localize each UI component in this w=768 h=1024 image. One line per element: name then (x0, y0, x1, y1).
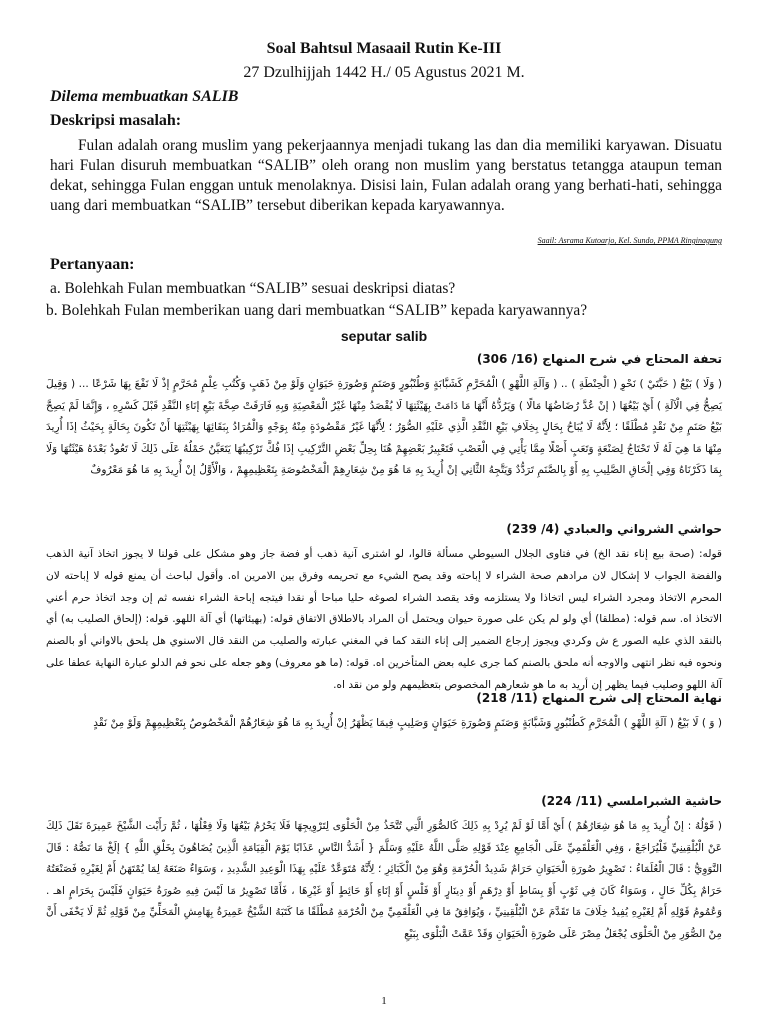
section-title: seputar salib (340, 328, 428, 344)
document-date: 27 Dzulhijjah 1442 H./ 05 Agustus 2021 M. (243, 64, 525, 81)
reference-source-4: حاشية الشبراملسي (11/ 224) (541, 794, 722, 808)
reference-text-2: قوله: (صحة بيع إناء نقد الخ) في فتاوى الجلال السيوطي مسألة قالوا، لو اشترى آنية ذهب أو فضة جاز وهو مشكل على قولنا لا يجوز اتخاذ آنية الذهب والفضة الجواب لا إشكال لان مرادهم صحة الشراء لا إباحته وقد يصح الشيء مع تحريمه وفرق بين الامرين اه. وأقول لباحث أن يمنع قوله لا إباحته لان المحرم الاتخاذ ومجرد الشراء ليس اتخاذا ولا يستلزمه وقد يقصد الشراء لصوغه حليا مباحا أو نقدا فيتجه إباحة الشراء نفسه ثم إن وجد اتخاذ حرم أعني الاتخاذ اه. سم قوله: (مطلقا) أي ولو لم يكن على صورة حيوان ويحتمل أن المراد بالاطلاق الاتفاق قوله: (بهيئاتها) أي آلة اللهو. قوله: (إلحاق الصليب به) أي بالنقد الذي عليه الصور ع ش وكردي ويجوز إرجاع الضمير إلى إناء النقد كما في المغني عبارته والصليب من النقد قال الاسنوي هل يلحق بالاواني أو بالصنم ونحوه فيه نظر انتهى والاوجه أنه ملحق بالصنم كما جرى عليه بعض المتأخرين اه. قوله: (ما هو معروف) وهو جعله على نحو فم الدلو عبارة النهاية عطفا على آلة اللهو وصليب فيما يظهر إن أريد به ما هو شعارهم المخصوص بتعظيمهم ولو من نقد اه. (46, 548, 722, 691)
question-a: a. Bolehkah Fulan membuatkan “SALIB” sesuai deskripsi diatas? (50, 280, 456, 297)
pertanyaan-label: Pertanyaan: (50, 256, 135, 273)
deskripsi-label: Deskripsi masalah: (50, 112, 182, 129)
page-number: 1 (381, 995, 387, 1007)
reference-text-1: ( وَلَا ) بَيْعُ ( حَبَّتَيْ ) نَحْوِ ( الْحِنْطَةِ ) .. ( وَآلَةِ اللَّهْوِ ) الْمُحَرَّمِ كَشَبَّابَةٍ وَطُنْبُورٍ وَصَنَمٍ وَصُورَةِ حَيَوَانٍ وَلَوْ مِنْ ذَهَبٍ وَكُتُبِ عِلْمٍ مُحَرَّمٍ إذْ لَا نَفْعَ بِهَا شَرْعًا ... ( وَقِيلَ يَصِحُّ فِي الْآلَةِ ) أَيْ بَيْعُهَا ( إنْ عُدَّ رُضَاضُهَا مَالًا ) وَيَرُدُّهُ أَنَّهَا مَا دَامَتْ بِهَيْئَتِهَا لَا يُقْصَدُ مِنْهَا غَيْرُ الْمَعْصِيَةِ وَبِهِ فَارَقَتْ صِحَّةَ بَيْعِ إنَاءِ النَّقْدِ قَبْلَ كَسْرِهِ ، وَإِنَّمَا لَمْ يَصِحَّ بَيْعُ صَنَمٍ مِنْ نَقْدٍ مُطْلَقًا ؛ لِأَنَّهُ لَا يُبَاحُ بِحَالٍ بِخِلَافِ بَيْعِ النَّقْدِ الَّذِي عَلَيْهِ الصُّوَرُ ؛ لِأَنَّهَا غَيْرُ مَقْصُودَةٍ مِنْهُ بِوَجْهٍ وَالْمُرَادُ بِبَقَائِهَا بِهَيْئَتِهَا أَنْ تَكُونَ بِحَالَةٍ بِحَيْثُ إذَا أُرِيدَ مِنْهَا مَا هِيَ لَهُ لَا تَحْتَاجُ لِصَنْعَةٍ وَتَعَبٍ أَصْلًا مِمَّا يَأْتِي فِي الْغَصْبِ فَتَعْبِيرُ بَعْضِهِمْ هُنَا بِحِلِّ بَعْضِ التَّرْكِيبِ إذَا فُكَّ تَرْكِيبُهَا يَتَعَيَّنُ حَمْلُهُ عَلَى ذَلِكَ لَا تَعُودُ بَعْدَهُ هَيْئَتُهَا وَلَا بِمَا ذَكَرْنَاهُ وَفِي إلْحَاقِ الصَّلِيبِ بِهِ أَوْ بِالصَّنَمِ تَرَدُّدٌ وَيَتَّجِهُ الثَّانِي إنْ أُرِيدَ بِهِ مَا هُوَ مِنْ شِعَارِهِمْ الْمَخْصُوصَةِ بِتَعْظِيمِهِمْ ، وَالْأَوَّلُ إنْ أُرِيدَ بِهِ مَا هُوَ مَعْرُوفٌ (46, 378, 722, 476)
reference-source-2: حواشي الشرواني والعبادي (4/ 239) (506, 522, 722, 536)
deskripsi-paragraph (50, 136, 722, 216)
question-b: b. Bolehkah Fulan memberikan uang dari membuatkan “SALIB” kepada karyawannya? (46, 302, 588, 319)
topic-heading: Dilema membuatkan SALIB (50, 88, 239, 105)
reference-source-1: تحفة المحتاج في شرح المنهاج (16/ 306) (476, 352, 722, 366)
reference-text-4: ( قَوْلُهُ : إنْ أُرِيدَ بِهِ مَا هُوَ شِعَارُهُمْ ) أَيْ أَمَّا لَوْ لَمْ يُرِدْ بِهِ ذَلِكَ كَالصُّوَرِ الَّتِي تُتَّخَذُ مِنْ الْحَلْوَى لِتَرْوِيجِهَا فَلَا يَحْرُمُ بَيْعُهَا وَلَا فِعْلُهَا ، ثُمَّ رَأَيْت الشَّيْخَ عَمِيرَةَ نَقَلَ ذَلِكَ عَنْ الْبُلْقِينِيِّ فَلْيُرَاجَعْ ، وَفِي الْعَلْقَمِيِّ عَلَى الْجَامِعِ عِنْدَ قَوْلِهِ صَلَّى اللَّهُ عَلَيْهِ وَسَلَّمَ { أَشَدُّ النَّاسِ عَذَابًا يَوْمَ الْقِيَامَةِ الَّذِينَ يُضَاهُونَ بِخَلْقِ اللَّهِ } إلَخْ مَا نَصُّهُ : قَالَ النَّوَوِيُّ : قَالَ الْعُلَمَاءُ : تَصْوِيرُ صُورَةِ الْحَيَوَانِ حَرَامٌ شَدِيدُ الْحُرْمَةِ وَهُوَ مِنْ الْكَبَائِرِ ؛ لِأَنَّهُ مُتَوَعَّدٌ عَلَيْهِ بِهَذَا الْوَعِيدِ الشَّدِيدِ ، وَسَوَاءٌ صَنَعَهُ لِمَا يُمْتَهَنُ أَمْ لِغَيْرِهِ فَصَنْعَتُهُ حَرَامٌ بِكُلِّ حَالٍ ، وَسَوَاءٌ كَانَ فِي ثَوْبٍ أَوْ بِسَاطٍ أَوْ دِرْهَمٍ أَوْ دِينَارٍ أَوْ فَلْسٍ أَوْ إنَاءٍ أَوْ حَائِطٍ أَوْ غَيْرِهَا ، فَأَمَّا تَصْوِيرُ مَا لَيْسَ فِيهِ صُورَةُ حَيَوَانٍ فَلَيْسَ بِحَرَامٍ اهـ . وَعُمُومُ قَوْلِهِ أَمْ لِغَيْرِهِ يُفِيدُ خِلَافَ مَا تَقَدَّمَ عَنْ الْبُلْقِينِيِّ ، وَيُوَافِقُ مَا فِي الْعَلْقَمِيِّ مِنْ الْحُرْمَةِ مُطْلَقًا مَا كَتَبَهُ الشَّيْخُ عَمِيرَةُ بِهَامِشِ الْمَحَلِّيِّ مِنْ قَوْلِهِ ثُمَّ لَا يَخْفَى أَنَّ مِنْ الصُّوَرِ مِنْ الْحَلْوَى يُجْعَلُ مِصْرَ عَلَى صُورَةِ الْحَيَوَانِ وَقَدْ عَمَّتْ الْبَلْوَى بِبَيْعِ (46, 820, 722, 940)
document-title: Soal Bahtsul Masaail Rutin Ke-III (266, 40, 502, 57)
saail-note: Saail: Asrama Kutoarjo, Kel. Sundo, PPMA Ringinagung (537, 236, 722, 245)
reference-text-3: ( وَ ) لَا بَيْعُ ( آلَةِ اللَّهْوِ ) الْمُحَرَّمِ كَطُنْبُورٍ وَشَبَّابَةٍ وَصَنَمٍ وَصُورَةِ حَيَوَانٍ وَصَلِيبٍ فِيمَا يَظْهَرُ إنْ أُرِيدَ بِهِ مَا هُوَ شِعَارُهُمْ الْمَخْصُوصُ بِتَعْظِيمِهِمْ وَلَوْ مِنْ نَقْدٍ (93, 717, 722, 729)
deskripsi-text: Fulan adalah orang muslim yang pekerjaannya menjadi tukang las dan dia memiliki karyawan. Disuatu hari Fulan disuruh membuatkan “SALIB” oleh orang non muslim yang berstatus tetangga ataupun teman dekat, sehingga Fulan enggan untuk menolaknya. Disisi lain, Fulan adalah orang yang berhati-hati, sehingga uang dari membuatkan “SALIB” tersebut diberikan kepada karyawannya. (50, 137, 722, 214)
reference-source-3: نهاية المحتاج إلى شرح المنهاج (11/ 218) (476, 691, 722, 705)
